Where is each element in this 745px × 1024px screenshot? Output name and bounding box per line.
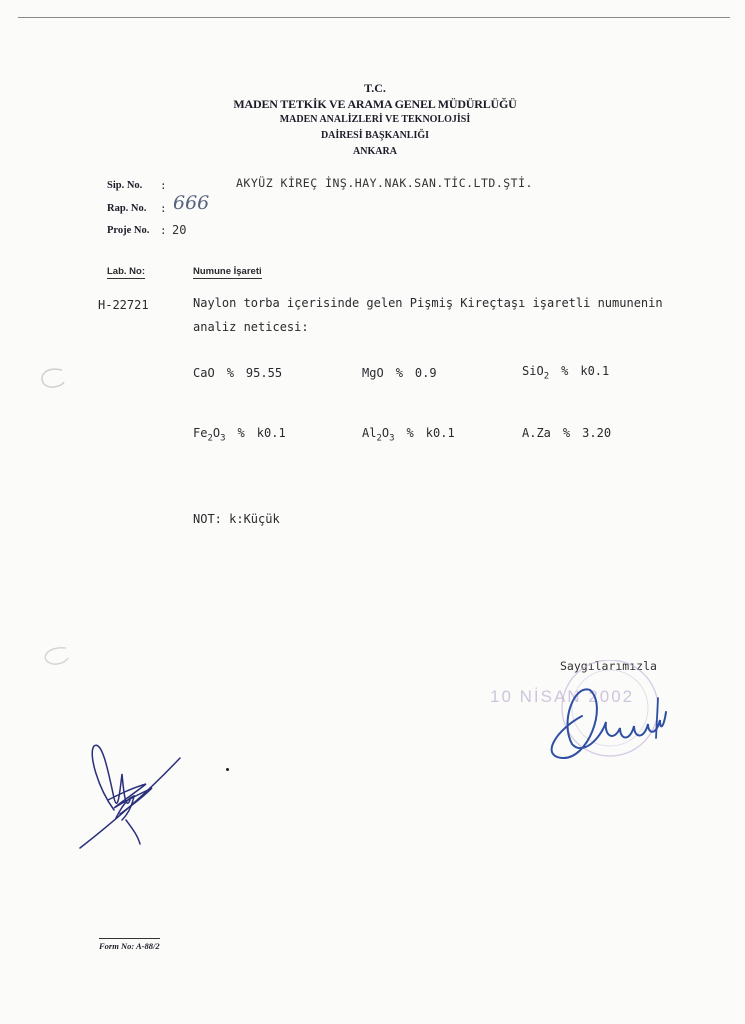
result-al2o3-label: Al [362, 426, 377, 440]
note-text: NOT: k:Küçük [193, 512, 280, 526]
official-stamp [470, 660, 690, 780]
closing-regards: Saygılarımızla [560, 659, 657, 673]
result-mgo [362, 366, 437, 380]
result-cao [193, 366, 282, 380]
punch-hole-icon [36, 644, 72, 668]
proje-no-colon: : [160, 224, 167, 237]
result-aza-label: A.Za [522, 426, 551, 440]
result-fe2o3-sub2: 3 [220, 433, 226, 444]
result-aza [522, 426, 611, 440]
header-line-department: MADEN ANALİZLERİ VE TEKNOLOJİSİ [279, 114, 471, 125]
left-signature-icon [76, 740, 186, 852]
punch-hole-icon [34, 366, 70, 390]
company-name: AKYÜZ KİREÇ İNŞ.HAY.NAK.SAN.TİC.LTD.ŞTİ. [236, 176, 533, 190]
letterhead [210, 80, 540, 160]
director-signature-stroke [656, 698, 658, 738]
rap-no-handwritten-value: 666 [173, 192, 210, 214]
result-mgo-percent: % [395, 366, 403, 380]
result-al2o3-percent: % [406, 426, 414, 440]
header-line-directorate: MADEN TETKİK VE ARAMA GENEL MÜDÜRLÜĞÜ [233, 97, 517, 111]
sample-lab-number: H-22721 [98, 298, 149, 312]
result-mgo-value: 0.9 [414, 366, 437, 380]
result-sio2-percent: % [561, 364, 569, 378]
sip-no-label: Sip. No. [107, 180, 143, 191]
rap-no-label: Rap. No. [107, 203, 147, 214]
result-fe2o3-value: k0.1 [256, 426, 286, 440]
header-line-presidency: DAİRESİ BAŞKANLIĞI [320, 130, 430, 141]
result-fe2o3-label: Fe [193, 426, 208, 440]
proje-no-value: 20 [172, 223, 187, 237]
rap-no-colon: : [160, 202, 167, 215]
result-sio2 [522, 364, 609, 381]
result-aza-percent: % [562, 426, 571, 440]
ink-dot [226, 768, 229, 771]
form-number: Form No: A-88/2 [99, 938, 160, 951]
sip-no-colon: : [160, 179, 167, 192]
numune-column-header: Numune İşareti [193, 266, 262, 277]
result-al2o3-value: k0.1 [425, 426, 455, 440]
result-fe2o3-sub1: 2 [207, 433, 213, 444]
result-cao-value: 95.55 [245, 366, 283, 380]
header-line-tc: T.C. [364, 81, 386, 95]
header-line-city: ANKARA [353, 146, 397, 157]
lab-no-column-header: Lab. No: [107, 266, 145, 277]
stamp-outer-ring [562, 660, 658, 756]
result-fe2o3 [193, 426, 286, 443]
result-al2o3-label-rest: O [381, 426, 390, 440]
result-fe2o3-label-rest: O [212, 426, 221, 440]
result-al2o3-sub2: 3 [389, 433, 395, 444]
top-border-line [18, 17, 730, 18]
result-fe2o3-percent: % [237, 426, 245, 440]
proje-no-label: Proje No. [107, 225, 150, 236]
result-sio2-value: k0.1 [580, 364, 610, 378]
result-al2o3 [362, 426, 455, 443]
result-sio2-label: SiO [522, 364, 544, 378]
result-aza-value: 3.20 [582, 426, 612, 440]
sample-description: Naylon torba içerisinde gelen Pişmiş Kireçtaşı işaretli numunenin analiz neticesi: [193, 296, 663, 334]
result-cao-percent: % [226, 366, 234, 380]
result-sio2-subscript: 2 [543, 371, 550, 382]
result-mgo-label: MgO [362, 366, 384, 380]
stamp-date-text: 10 NİSAN 2002 [490, 687, 635, 706]
result-al2o3-sub1: 2 [376, 433, 382, 444]
result-cao-label: CaO [193, 366, 215, 380]
